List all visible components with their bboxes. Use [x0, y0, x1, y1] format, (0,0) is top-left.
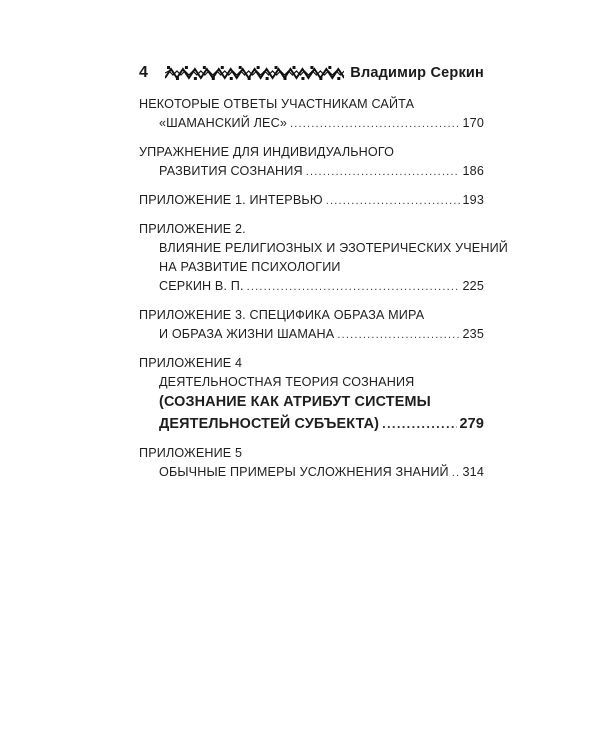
- toc-entry: [139, 95, 484, 134]
- toc-entry-title: «ШАМАНСКИЙ ЛЕС»: [159, 116, 287, 130]
- tribal-ornament-icon: [165, 66, 344, 80]
- running-header: [139, 62, 484, 84]
- toc-entry-last-line: [139, 413, 484, 435]
- toc-entry-title-line: ПРИЛОЖЕНИЕ 5: [139, 446, 243, 460]
- toc-entry: [139, 191, 484, 211]
- toc-entry: [139, 220, 508, 297]
- toc-page-number: 186: [462, 164, 484, 178]
- toc-entry-last-line: [139, 191, 484, 211]
- toc-entry-title-line: НА РАЗВИТИЕ ПСИХОЛОГИИ: [159, 260, 341, 274]
- toc-entry-title-line: ПРИЛОЖЕНИЕ 3. СПЕЦИФИКА ОБРАЗА МИРА: [139, 308, 425, 322]
- toc-entry-last-line: [139, 277, 484, 297]
- toc-entry-title-line: ВЛИЯНИЕ РЕЛИГИОЗНЫХ И ЭЗОТЕРИЧЕСКИХ УЧЕНИЙ: [159, 241, 508, 255]
- toc-entry: [139, 306, 484, 345]
- toc-entry-title-line: (СОЗНАНИЕ КАК АТРИБУТ СИСТЕМЫ: [159, 394, 431, 410]
- toc-entry-title: ПРИЛОЖЕНИЕ 1. ИНТЕРВЬЮ: [139, 193, 323, 207]
- dot-leader: [452, 464, 460, 483]
- running-title: Владимир Серкин: [350, 65, 484, 81]
- table-of-contents: [139, 95, 508, 483]
- toc-entry-last-line: [139, 325, 484, 345]
- dot-leader: [247, 278, 460, 297]
- page-number: 4: [139, 64, 148, 81]
- toc-entry-title-line: ДЕЯТЕЛЬНОСТНАЯ ТЕОРИЯ СОЗНАНИЯ: [159, 375, 415, 389]
- toc-entry-title-line: ПРИЛОЖЕНИЕ 4: [139, 356, 243, 370]
- dot-leader: [290, 115, 460, 134]
- toc-entry: [139, 143, 484, 182]
- toc-page-number: 279: [459, 416, 484, 432]
- toc-page-number: 193: [462, 193, 484, 207]
- toc-entry-title: РАЗВИТИЯ СОЗНАНИЯ: [159, 164, 303, 178]
- toc-entry-last-line: [139, 463, 484, 483]
- toc-entry-title: ДЕЯТЕЛЬНОСТЕЙ СУБЪЕКТА): [159, 416, 380, 432]
- toc-entry-title-line: УПРАЖНЕНИЕ ДЛЯ ИНДИВИДУАЛЬНОГО: [139, 145, 395, 159]
- dot-leader: [337, 326, 459, 345]
- toc-page-number: 235: [462, 327, 484, 341]
- toc-entry-title-line: НЕКОТОРЫЕ ОТВЕТЫ УЧАСТНИКАМ САЙТА: [139, 97, 415, 111]
- toc-entry-title: ОБЫЧНЫЕ ПРИМЕРЫ УСЛОЖНЕНИЯ ЗНАНИЙ: [159, 465, 449, 479]
- toc-page-number: 314: [462, 465, 484, 479]
- toc-entry-last-line: [139, 162, 484, 182]
- toc-entry-title: СЕРКИН В. П.: [159, 279, 244, 293]
- toc-entry-title-line: ПРИЛОЖЕНИЕ 2.: [139, 222, 246, 236]
- toc-entry: [139, 444, 484, 483]
- dot-leader: [326, 192, 460, 211]
- toc-entry-last-line: [139, 114, 484, 134]
- toc-entry: [139, 354, 484, 435]
- toc-page-number: 170: [462, 116, 484, 130]
- dot-leader: [382, 413, 456, 434]
- toc-page-number: 225: [462, 279, 484, 293]
- dot-leader: [306, 163, 460, 182]
- toc-entry-title: И ОБРАЗА ЖИЗНИ ШАМАНА: [159, 327, 335, 341]
